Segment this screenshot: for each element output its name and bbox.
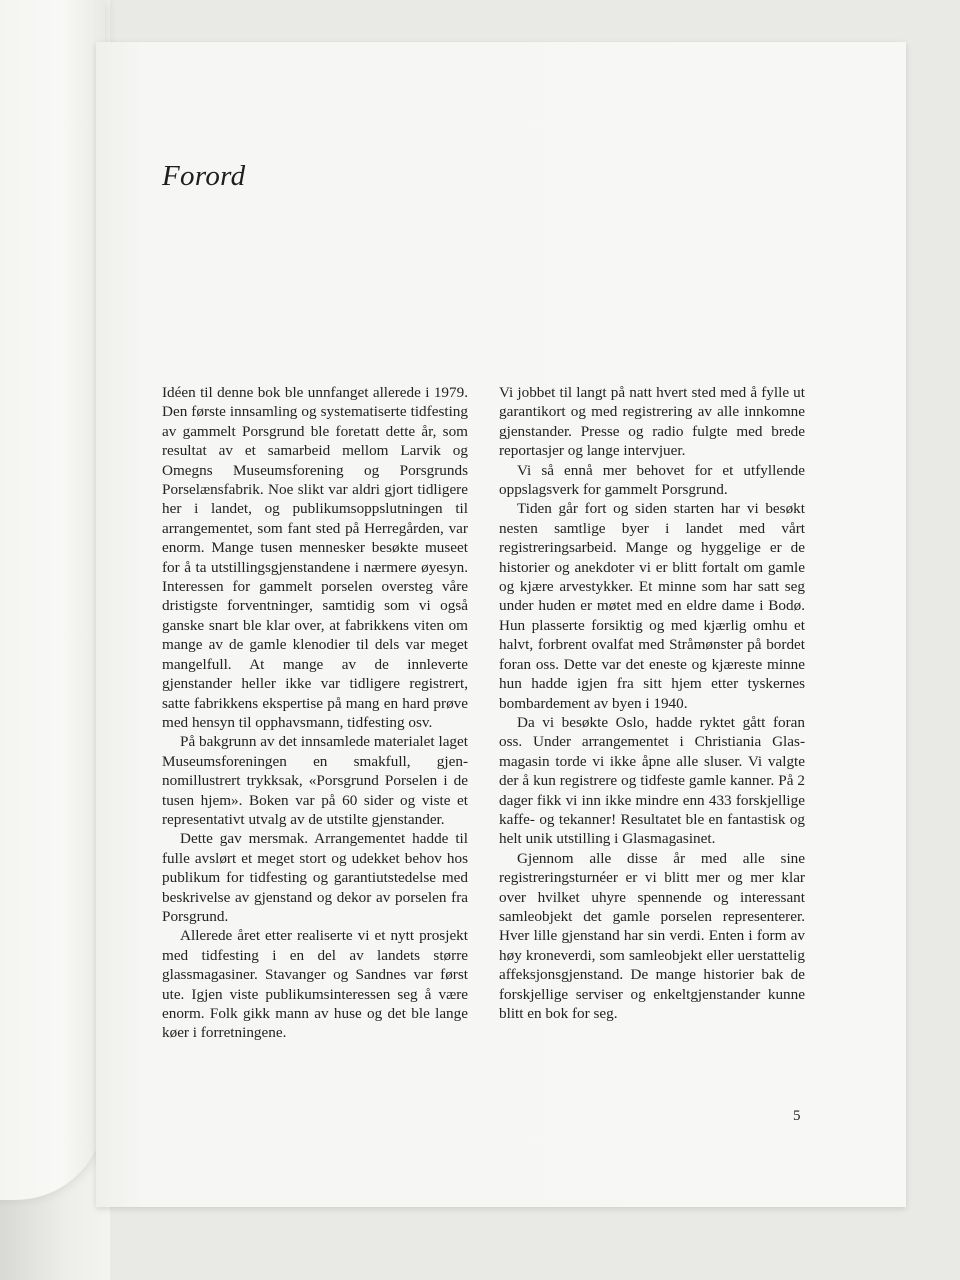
text-column-right [499,383,805,1023]
paragraph: Tiden går fort og siden starten har vi besøkt nesten samtlige byer i landet med vårt registreringsarbeid. Mange og hyggelige er de historier og anekdoter vi er blitt fortalt om gamle og kjære arvestykker. Et minne som har satt seg under huden er møtet med en eldre dame i Bodø. Hun plasserte forsiktig og med kjærlig omhu et halvt, forbrent ovalfat med Stråmønster på bordet foran oss. Dette var det eneste og kjæreste minne hun hadde igjen fra sitt hjem etter tyskernes bombardement av byen i 1940. [499,500,805,712]
paragraph: Vi så ennå mer behovet for et utfyllende oppslagsverk for gammelt Porsgrund. [499,461,805,499]
paragraph: Gjennom alle disse år med alle sine registreringsturnéer er vi blitt mer og mer klar over hvilket uhyre spennende og interessant samleobjekt det gamle porselen representerer. Hver lille gjenstand har sin verdi. Enten i form av høy kroneverdi, som samleobjekt eller uerstattelig affeksjonsgjenstand. De mange historier bak de forskjellige serviser og enkeltgjenstander kunne blitt en bok for seg. [499,849,805,1022]
page-number: 5 [793,1108,801,1124]
paragraph: Vi jobbet til langt på natt hvert sted med å fylle ut garantikort og med registrering av alle innkomne gjenstander. Presse og radio fulgte med brede reportasjer og lange intervjuer. [499,384,805,460]
paragraph: Idéen til denne bok ble unnfanget allerede i 1979. Den første innsamling og systematiserte tidfesting av gammelt Porsgrund ble foretatt dette år, som resultat av et samarbeid mellom Larvik og Omegns Museumsforening og Porsgrunds Porselænsfabrik. Noe slikt var aldri gjort tidligere her i landet, og publikumsoppslutningen til arrangementet, som fant sted på Herregården, var enorm. Mange tusen mennesker besøkte museet for å ta utstillingsgjenstandene i nærmere øyesyn. Interessen for gammelt porselen oversteg våre dristigste forventninger, samtidig som vi også ganske snart ble klar over, at fabrikkens viten om mange av de gamle klenodier til dels var meget mangelfull. At mange av de innleverte gjenstander heller ikke var tidligere registrert, satte fabrikkens ekspertise på mang en hard prøve med hensyn til opphavsmann, tidfesting osv. [162,384,468,731]
page-title: Forord [162,160,246,192]
paragraph: Da vi besøkte Oslo, hadde ryktet gått foran oss. Under arrangementet i Christiania Glasmagasin torde vi ikke åpne alle sluser. Vi valgte der å kun registrere og tidfeste gamle kanner. På 2 dager fikk vi inn ikke mindre enn 433 forskjellige kaffe- og tekanner! Resultatet ble en fantastisk og helt unik utstilling i Glasmagasinet. [499,713,805,848]
paragraph: På bakgrunn av det innsamlede materialet laget Museumsforeningen en smakfull, gjennomillustrert trykksak, «Porsgrund Porselen i de tusen hjem». Boken var på 60 sider og viste et representativt utvalg av de utstilte gjenstander. [162,733,468,828]
paragraph: Allerede året etter realiserte vi et nytt prosjekt med tidfesting i en del av landets større glassmagasiner. Stavanger og Sandnes var først ute. Igjen viste publikumsinteressen seg å være enorm. Folk gikk mann av huse og det ble lange køer i forretningene. [162,927,468,1042]
previous-page-edge [0,0,105,1200]
text-column-left [162,383,468,1043]
paragraph: Dette gav mersmak. Arrangementet hadde til fulle avslørt et meget stort og udekket behov hos publikum for tidfesting og garantiutstedelse med beskrivelse av gjenstand og dekor av porselen fra Porsgrund. [162,830,468,925]
